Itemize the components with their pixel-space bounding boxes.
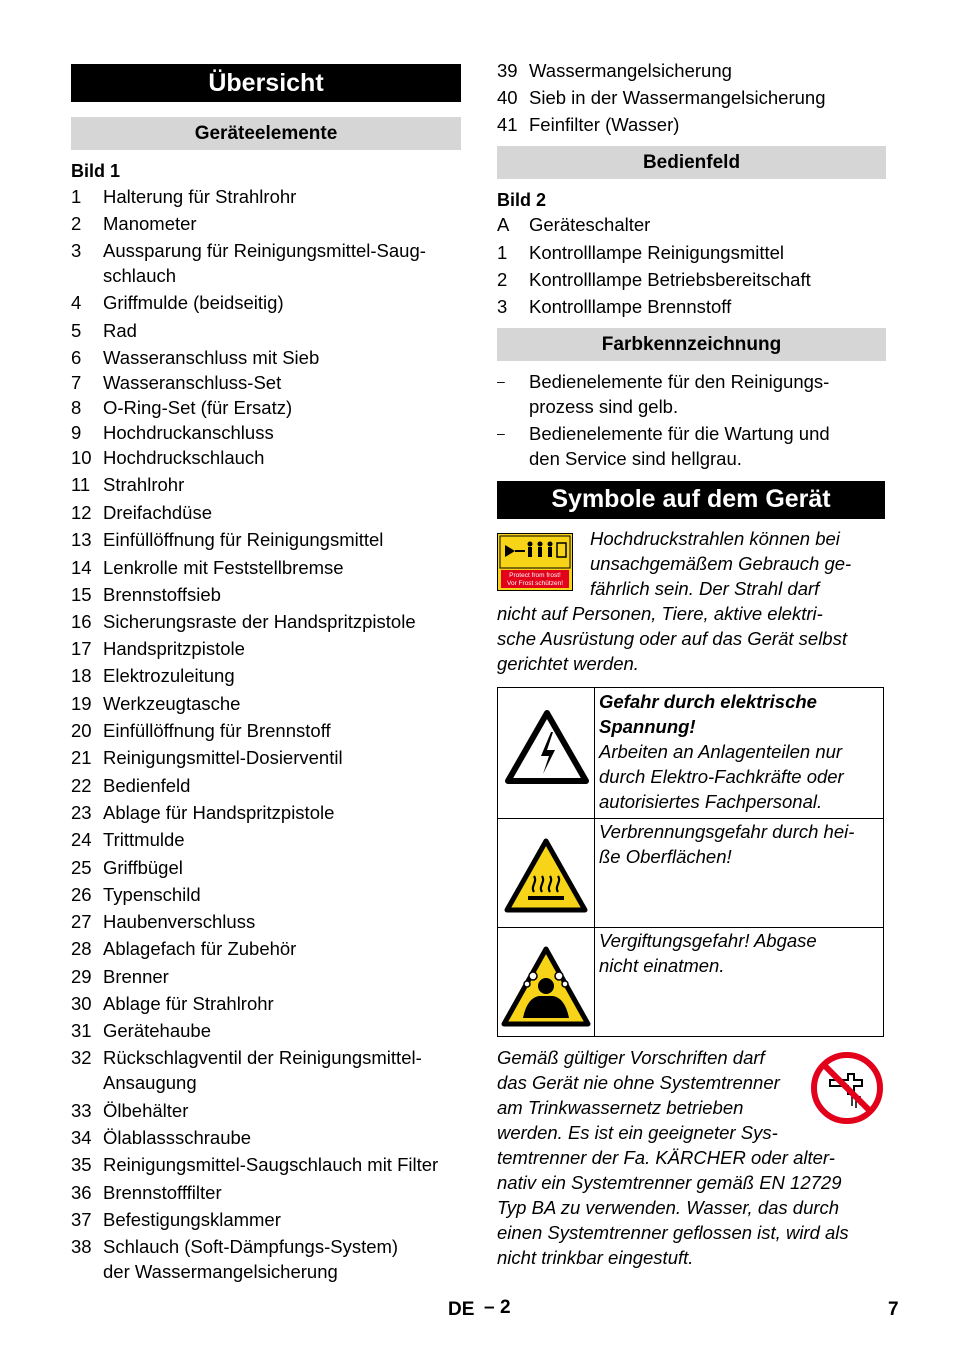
intro-line: Hochdruckstrahlen können bei <box>590 528 840 549</box>
item-text: Wasseranschluss-Set <box>103 372 282 393</box>
hot-surface-warning-icon <box>504 838 588 914</box>
warning-line: autorisiertes Fachpersonal. <box>599 791 823 812</box>
item-number: 39 <box>497 60 518 81</box>
warning-hot-surface-text <box>599 819 854 869</box>
item-text: Einfüllöffnung für Brennstoff <box>103 720 331 741</box>
section-bedienfeld: Bedienfeld <box>497 146 886 179</box>
item-text: Geräteschalter <box>529 214 651 235</box>
item-text: der Wassermangelsicherung <box>103 1261 338 1282</box>
item-text: Einfüllöffnung für Reinigungsmittel <box>103 529 384 550</box>
item-number: 17 <box>71 638 92 659</box>
item-text: Brennstoffsieb <box>103 584 221 605</box>
item-number: 37 <box>71 1209 92 1230</box>
warning-heading: Spannung! <box>599 716 696 737</box>
item-text: Griffbügel <box>103 857 183 878</box>
item-text: Wasseranschluss mit Sieb <box>103 347 320 368</box>
item-text: Schlauch (Soft-Dämpfungs-System) <box>103 1236 399 1257</box>
item-text: Ablage für Strahlrohr <box>103 993 274 1014</box>
item-number: 6 <box>71 347 82 368</box>
bullet-text: Bedienelemente für die Wartung und <box>529 423 830 444</box>
item-text: Ansaugung <box>103 1072 197 1093</box>
item-text: Befestigungsklammer <box>103 1209 281 1230</box>
item-text: Gerätehaube <box>103 1020 212 1041</box>
item-text: Hochdruckanschluss <box>103 422 274 443</box>
item-text: Reinigungsmittel-Dosierventil <box>103 747 343 768</box>
item-text: Feinfilter (Wasser) <box>529 114 680 135</box>
dash-bullet: – <box>497 373 505 389</box>
item-text: Griffmulde (beidseitig) <box>103 292 284 313</box>
warning-heading: Gefahr durch elektrische <box>599 691 817 712</box>
item-number: 32 <box>71 1047 92 1068</box>
item-text: Dreifachdüse <box>103 502 213 523</box>
item-text: Strahlrohr <box>103 474 185 495</box>
item-number: 24 <box>71 829 92 850</box>
item-number: 30 <box>71 993 92 1014</box>
separator-line: das Gerät nie ohne Systemtrenner <box>497 1072 780 1093</box>
item-text: Sicherungsraste der Handspritzpistole <box>103 611 416 632</box>
item-number: 27 <box>71 911 92 932</box>
item-number: 1 <box>71 186 82 207</box>
separator-line: temtrenner der Fa. KÄRCHER oder alter- <box>497 1147 835 1168</box>
overview-title: Übersicht <box>71 64 461 102</box>
item-number: 23 <box>71 802 92 823</box>
item-number: 21 <box>71 747 92 768</box>
intro-line: sche Ausrüstung oder auf das Gerät selbst <box>497 628 847 649</box>
warning-toxic-text <box>599 928 817 978</box>
item-number: 14 <box>71 557 92 578</box>
warning-line: Vergiftungsgefahr! Abgase <box>599 930 817 951</box>
item-text: Aussparung für Reinigungsmittel-Saug- <box>103 240 426 261</box>
item-text: Bedienfeld <box>103 775 191 796</box>
item-number: 15 <box>71 584 92 605</box>
warning-electric-text <box>599 689 844 814</box>
item-text: schlauch <box>103 265 177 286</box>
section-geraeteelemente: Geräteelemente <box>71 117 461 150</box>
footer-section-page: 2 <box>500 1297 511 1318</box>
item-number: 33 <box>71 1100 92 1121</box>
item-text: Ölbehälter <box>103 1100 189 1121</box>
item-number: 10 <box>71 447 92 468</box>
item-number: 1 <box>497 242 508 263</box>
item-number: 18 <box>71 665 92 686</box>
item-number: 20 <box>71 720 92 741</box>
separator-line: einen Systemtrenner geflossen ist, wird als <box>497 1222 849 1243</box>
item-text: Halterung für Strahlrohr <box>103 186 297 207</box>
figure-label-bild1: Bild 1 <box>71 161 121 181</box>
item-text: O-Ring-Set (für Ersatz) <box>103 397 293 418</box>
separator-line: nativ ein Systemtrenner gemäß EN 12729 <box>497 1172 842 1193</box>
item-number: 11 <box>71 474 91 495</box>
toxic-fumes-warning-icon <box>501 946 591 1028</box>
item-number: 28 <box>71 938 92 959</box>
separator-line: nicht trinkbar eingestuft. <box>497 1247 694 1268</box>
item-number: 7 <box>71 372 82 393</box>
figure-label-bild2: Bild 2 <box>497 190 547 210</box>
intro-line: nicht auf Personen, Tiere, aktive elektri- <box>497 603 823 624</box>
warning-line: durch Elektro-Fachkräfte oder <box>599 766 844 787</box>
item-text: Wassermangelsicherung <box>529 60 732 81</box>
dash-bullet: – <box>497 425 505 441</box>
no-drinking-water-connection-icon <box>808 1050 886 1126</box>
item-text: Haubenverschluss <box>103 911 256 932</box>
bullet-text: prozess sind gelb. <box>529 396 679 417</box>
item-number: 25 <box>71 857 92 878</box>
item-text: Sieb in der Wassermangelsicherung <box>529 87 826 108</box>
item-number: 2 <box>497 269 508 290</box>
item-text: Typenschild <box>103 884 201 905</box>
item-number: 13 <box>71 529 92 550</box>
item-number: 22 <box>71 775 92 796</box>
item-text: Brenner <box>103 966 169 987</box>
footer-dash: – <box>484 1297 495 1318</box>
item-number: 16 <box>71 611 92 632</box>
warning-table <box>497 687 884 1037</box>
item-text: Ablage für Handspritzpistole <box>103 802 335 823</box>
warning-line: ße Oberflächen! <box>599 846 732 867</box>
table-divider <box>594 688 595 1036</box>
item-text: Kontrolllampe Reinigungsmittel <box>529 242 785 263</box>
item-number: 8 <box>71 397 82 418</box>
warning-line: nicht einatmen. <box>599 955 725 976</box>
frost-label-line-2: Vor Frost schützen! <box>507 580 563 587</box>
item-number: 35 <box>71 1154 92 1175</box>
separator-line: am Trinkwassernetz betrieben <box>497 1097 744 1118</box>
item-number: 19 <box>71 693 92 714</box>
footer-language: DE <box>448 1299 475 1320</box>
item-number: 34 <box>71 1127 92 1148</box>
separator-line: Gemäß gültiger Vorschriften darf <box>497 1047 765 1068</box>
bullet-text: den Service sind hellgrau. <box>529 448 742 469</box>
protect-from-frost-label-icon <box>497 533 573 591</box>
item-number: 9 <box>71 422 82 443</box>
intro-line: unsachgemäßem Gebrauch ge- <box>590 553 852 574</box>
separator-line: werden. Es ist ein geeigneter Sys- <box>497 1122 778 1143</box>
item-text: Rad <box>103 320 137 341</box>
item-number: 40 <box>497 87 518 108</box>
symbols-title: Symbole auf dem Gerät <box>497 481 885 519</box>
item-number: 41 <box>497 114 518 135</box>
warning-line: Verbrennungsgefahr durch hei- <box>599 821 855 842</box>
item-number: 3 <box>497 296 508 317</box>
item-number: 12 <box>71 502 92 523</box>
item-text: Elektrozuleitung <box>103 665 235 686</box>
section-farbkennzeichnung: Farbkennzeichnung <box>497 328 886 361</box>
item-text: Werkzeugtasche <box>103 693 241 714</box>
item-number: 31 <box>71 1020 92 1041</box>
item-text: Brennstofffilter <box>103 1182 222 1203</box>
intro-line: fährlich sein. Der Strahl darf <box>590 578 820 599</box>
item-number: 2 <box>71 213 82 234</box>
frost-label-line-1: Protect from frost! <box>509 572 561 579</box>
warning-line: Arbeiten an Anlagenteilen nur <box>599 741 843 762</box>
intro-line: gerichtet werden. <box>497 653 639 674</box>
item-text: Ablagefach für Zubehör <box>103 938 297 959</box>
item-text: Hochdruckschlauch <box>103 447 265 468</box>
item-number: 4 <box>71 292 82 313</box>
item-number: 3 <box>71 240 82 261</box>
item-number: 26 <box>71 884 92 905</box>
item-text: Handspritzpistole <box>103 638 245 659</box>
item-number: 38 <box>71 1236 92 1257</box>
item-text: Reinigungsmittel-Saugschlauch mit Filter <box>103 1154 439 1175</box>
separator-line: Typ BA zu verwenden. Wasser, das durch <box>497 1197 840 1218</box>
bullet-text: Bedienelemente für den Reinigungs- <box>529 371 830 392</box>
item-number: 36 <box>71 1182 92 1203</box>
item-text: Kontrolllampe Brennstoff <box>529 296 732 317</box>
item-number: A <box>497 214 510 235</box>
item-number: 5 <box>71 320 82 341</box>
item-text: Trittmulde <box>103 829 185 850</box>
item-text: Lenkrolle mit Feststellbremse <box>103 557 344 578</box>
item-number: 29 <box>71 966 92 987</box>
item-text: Manometer <box>103 213 197 234</box>
electric-voltage-warning-icon <box>505 710 589 784</box>
item-text: Rückschlagventil der Reinigungsmittel- <box>103 1047 422 1068</box>
footer-page-number: 7 <box>888 1299 899 1320</box>
item-text: Ölablassschraube <box>103 1127 252 1148</box>
item-text: Kontrolllampe Betriebsbereitschaft <box>529 269 811 290</box>
